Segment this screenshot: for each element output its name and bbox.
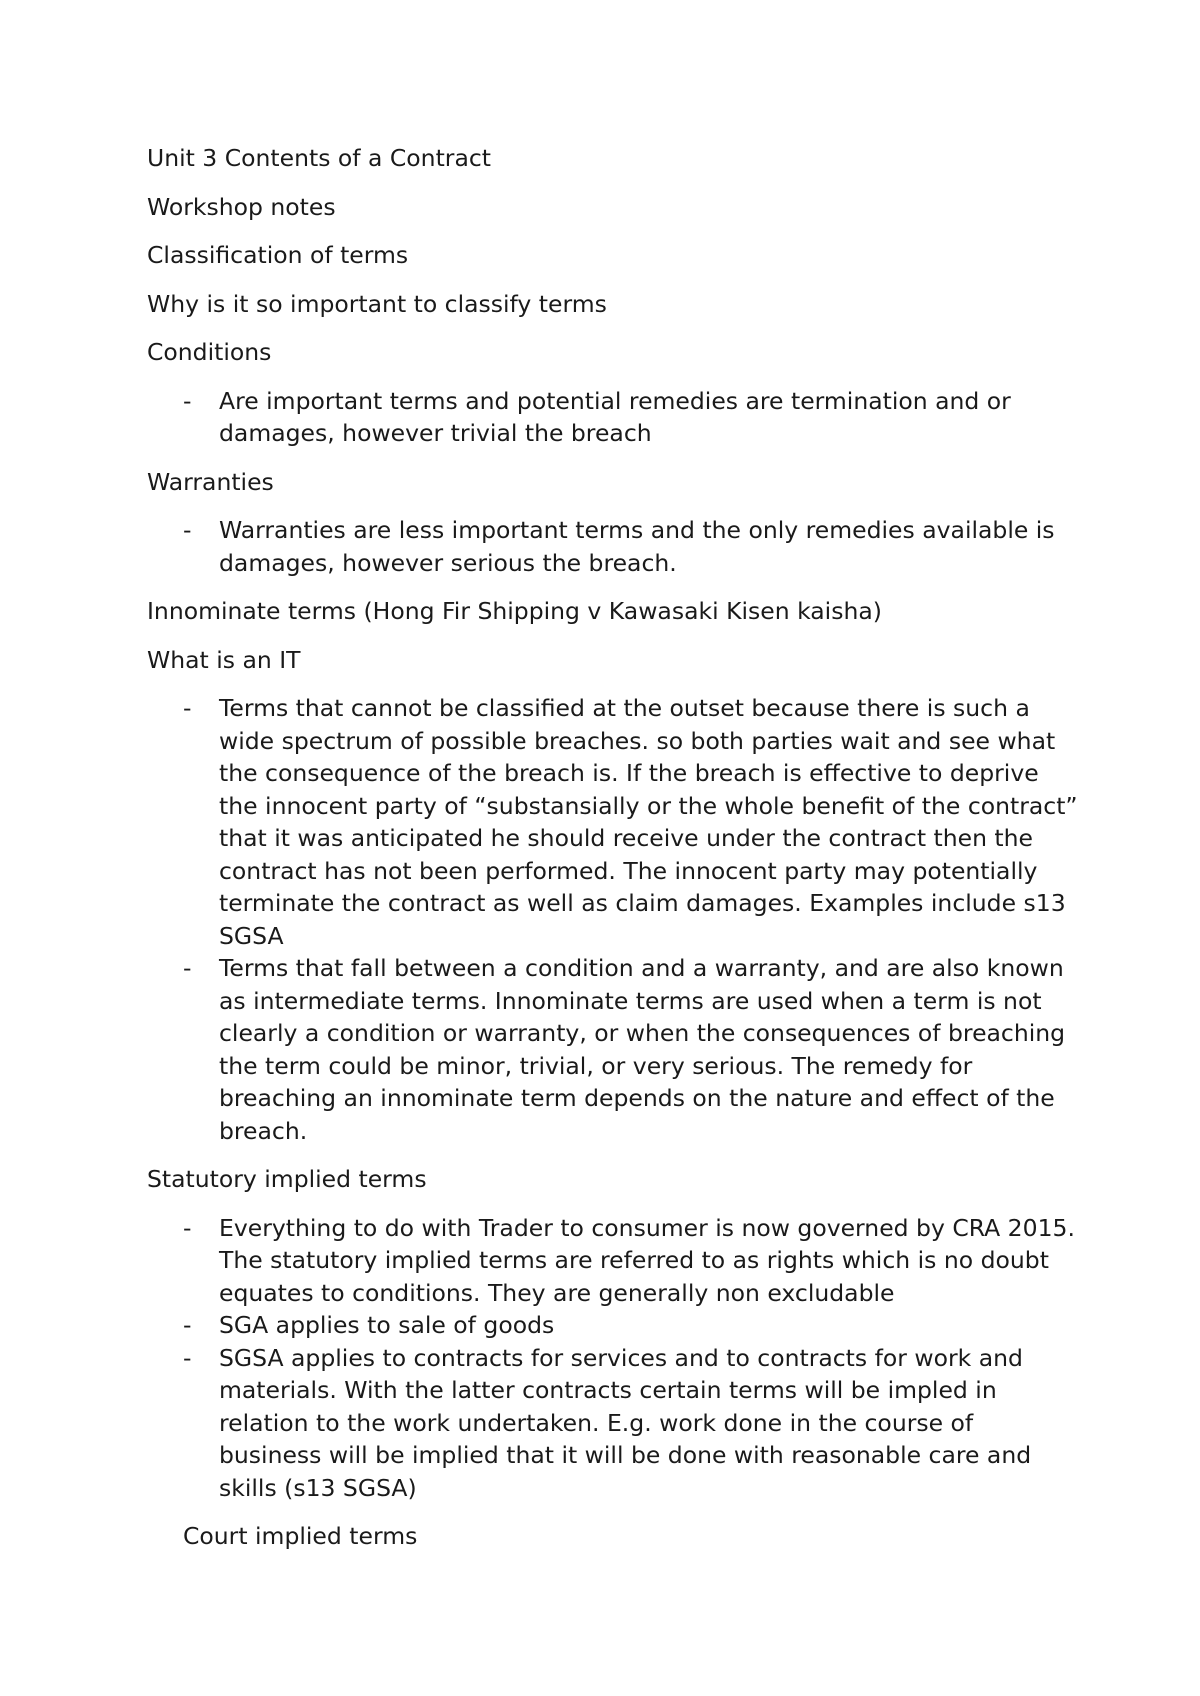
list-item-text: SGSA applies to contracts for services and to contracts for work and materials. With the latter contracts certain terms will be impled in relation to the work undertaken. E.g. work done in the course of business will be implied that it will be done with reasonable care and skills (s13 SGSA) xyxy=(219,1343,1032,1502)
list-item xyxy=(147,952,1082,1147)
list-item-text: Everything to do with Trader to consumer is now governed by CRA 2015. The statutory implied terms are referred to as rights which is no doubt equates to conditions. They are generally non excludable xyxy=(219,1213,1075,1307)
list-item xyxy=(147,1309,1082,1342)
document-title: Unit 3 Contents of a Contract xyxy=(147,144,491,172)
question-what-is-it: What is an IT xyxy=(147,645,301,674)
innominate-list xyxy=(147,692,1082,1147)
list-item xyxy=(147,385,1082,450)
list-item-text: Terms that cannot be classified at the outset because there is such a wide spectrum of possible breaches. so both parties wait and see what the consequence of the breach is. If the breach is effective to deprive the innocent party of “substansially or the whole benefit of the contract” that it was anticipated he should receive under the contract then the contract has not been performed. The innocent party may potentially terminate the contract as well as claim damages. Examples include s13 SGSA xyxy=(219,694,1078,950)
list-item-text: SGA applies to sale of goods xyxy=(219,1311,555,1339)
question-why-classify: Why is it so important to classify terms xyxy=(147,289,607,318)
section-heading-conditions: Conditions xyxy=(147,338,272,366)
list-item xyxy=(147,1342,1082,1505)
list-item xyxy=(147,692,1082,952)
bullet-dash: - xyxy=(183,954,192,982)
bullet-dash: - xyxy=(183,1343,192,1372)
list-item-text: Are important terms and potential remedies are termination and or damages, however trivial the breach xyxy=(219,386,1011,447)
section-heading-statutory: Statutory implied terms xyxy=(147,1165,427,1193)
section-heading-court-implied: Court implied terms xyxy=(183,1522,418,1550)
bullet-dash: - xyxy=(183,1213,192,1242)
bullet-dash: - xyxy=(183,386,192,415)
list-item xyxy=(147,1212,1082,1310)
section-heading-warranties: Warranties xyxy=(147,467,274,496)
section-heading-innominate: Innominate terms (Hong Fir Shipping v Kawasaki Kisen kaisha) xyxy=(147,597,882,625)
list-item-text: Warranties are less important terms and the only remedies available is damages, however serious the breach. xyxy=(219,516,1055,577)
section-heading-classification: Classification of terms xyxy=(147,241,409,269)
warranties-list xyxy=(147,514,1082,579)
statutory-list xyxy=(147,1212,1082,1505)
document-body xyxy=(147,142,1082,1569)
bullet-dash: - xyxy=(183,694,192,722)
document-subtitle: Workshop notes xyxy=(147,192,336,221)
list-item-text: Terms that fall between a condition and a warranty, and are also known as intermediate terms. Innominate terms are used when a term is not clearly a condition or warranty, or when the consequences of breaching the term could be minor, trivial, or very serious. The remedy for breaching an innominate term depends on the nature and effect of the breach. xyxy=(219,954,1066,1145)
conditions-list xyxy=(147,385,1082,450)
list-item xyxy=(147,514,1082,579)
bullet-dash: - xyxy=(183,1311,192,1339)
bullet-dash: - xyxy=(183,516,192,544)
